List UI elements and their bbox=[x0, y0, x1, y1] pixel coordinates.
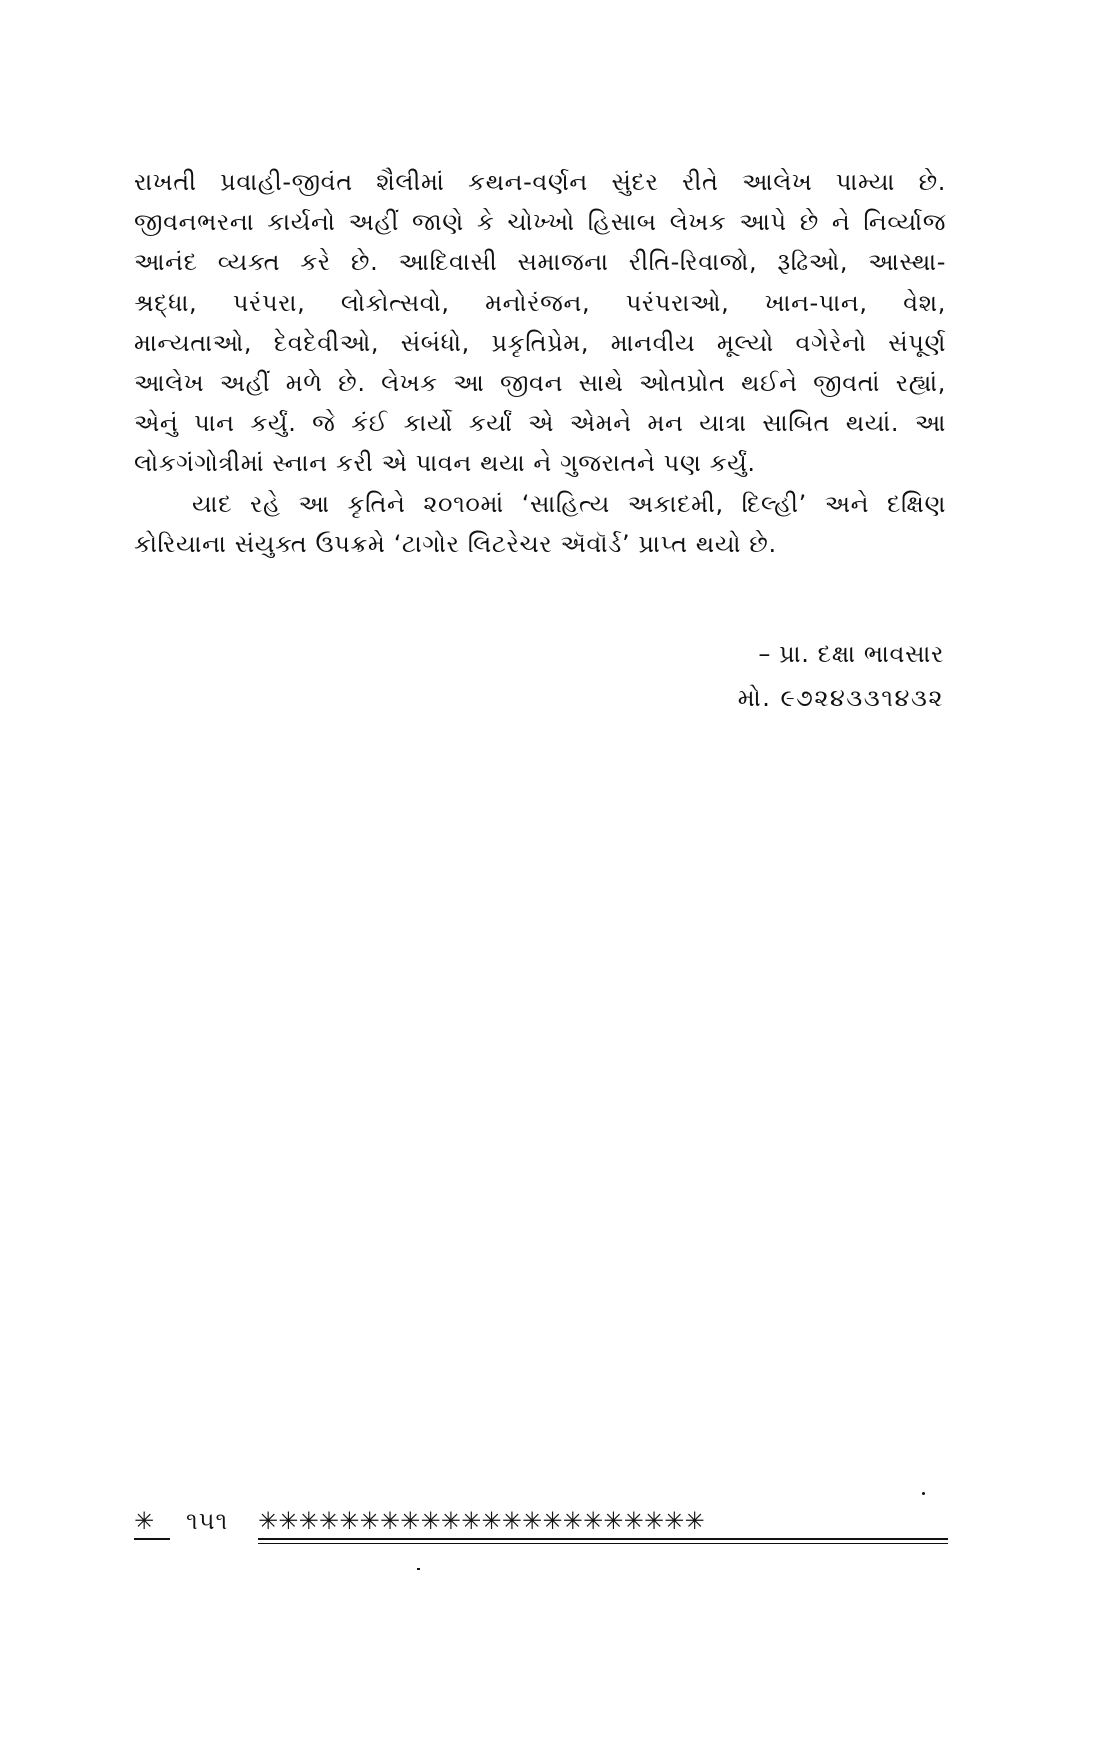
text-line: માન્યતાઓ, દેવદેવીઓ, સંબંધો, પ્રકૃતિપ્રેમ, માનવીય મૂલ્યો વગેરેનો સંપૂર્ણ bbox=[134, 328, 946, 357]
text-line: આનંદ વ્યક્ત કરે છે. આદિવાસી સમાજના રીતિ-રિવાજો, રૂઢિઓ, આસ્થા- bbox=[134, 248, 946, 277]
ornament-star-icon: ✳ bbox=[134, 1507, 155, 1535]
footer-rule-right-thin bbox=[258, 1543, 948, 1544]
print-speck bbox=[417, 1568, 420, 1570]
page-footer bbox=[134, 1500, 948, 1550]
text-line: રાખતી પ્રવાહી-જીવંત શૈલીમાં કથન-વર્ણન સુંદર રીતે આલેખ પામ્યા છે. bbox=[134, 168, 946, 196]
text-line: આલેખ અહીં મળે છે. લેખક આ જીવન સાથે ઓતપ્રોત થઈને જીવતાં રહ્યાં, bbox=[134, 369, 946, 398]
paragraph-last-line: લોકગંગોત્રીમાં સ્નાન કરી એ પાવન થયા ને ગુજરાતને પણ કર્યું. bbox=[134, 449, 756, 478]
author-name: – પ્રા. દક્ષા ભાવસાર bbox=[758, 640, 944, 668]
body-text bbox=[134, 162, 946, 564]
text-line: શ્રદ્ધા, પરંપરા, લોકોત્સવો, મનોરંજન, પરંપરાઓ, ખાન-પાન, વેશ, bbox=[134, 288, 946, 317]
print-speck bbox=[922, 1492, 925, 1495]
footer-rule-left bbox=[134, 1538, 170, 1540]
paragraph-last-line: કોરિયાના સંયુક્ત ઉપક્રમે ‘ટાગોર લિટરેચર ઍવૉર્ડ’ પ્રાપ્ત થયો છે. bbox=[134, 529, 777, 558]
paragraph-first-line: યાદ રહે આ કૃતિને ૨૦૧૦માં ‘સાહિત્ય અકાદમી, દિલ્હી’ અને દક્ષિણ bbox=[192, 489, 946, 518]
page-number: ૧૫૧ bbox=[186, 1507, 229, 1535]
author-signature bbox=[738, 632, 944, 720]
footer-rule-right bbox=[258, 1538, 948, 1540]
ornament-stars-row: ✳✳✳✳✳✳✳✳✳✳✳✳✳✳✳✳✳✳✳✳✳✳ bbox=[258, 1507, 705, 1535]
text-line: જીવનભરના કાર્યનો અહીં જાણે કે ચોખ્ખો હિસાબ લેખક આપે છે ને નિર્વ્યાજ bbox=[134, 208, 946, 237]
text-line: એનું પાન કર્યું. જે કંઈ કાર્યો કર્યાં એ એમને મન યાત્રા સાબિત થયાં. આ bbox=[134, 409, 946, 438]
author-phone: મો. ૯૭૨૪૩૩૧૪૩૨ bbox=[737, 684, 944, 712]
